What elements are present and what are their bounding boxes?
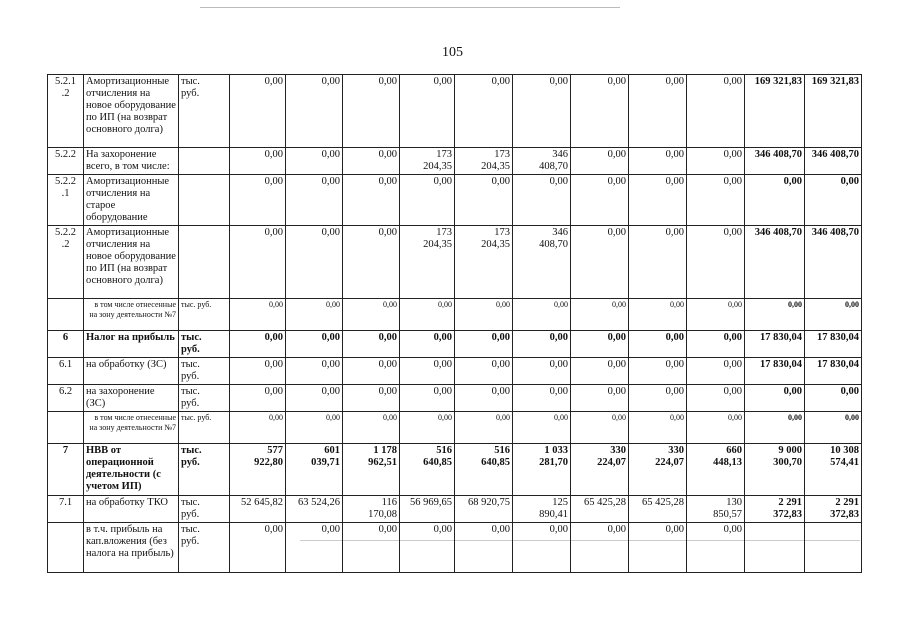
value-cell: 0,00 (286, 148, 343, 175)
table-row (48, 523, 862, 573)
scan-artifact-top (200, 7, 620, 8)
value-cell: 330 224,07 (571, 444, 629, 496)
row-name-cell: НВВ от операционной деятельности (с учетом ИП) (84, 444, 179, 496)
row-name-cell: Амортизационные отчисления на новое оборудование по ИП (на возврат основного долга) (84, 75, 179, 148)
value-cell: 0,00 (455, 175, 513, 226)
value-cell: 0,00 (571, 226, 629, 299)
value-cell: 0,00 (629, 75, 687, 148)
value-cell: 0,00 (571, 331, 629, 358)
value-cell: 169 321,83 (745, 75, 805, 148)
value-cell: 0,00 (455, 523, 513, 573)
value-cell: 0,00 (687, 358, 745, 385)
value-cell: 0,00 (400, 385, 455, 412)
value-cell: 1 033 281,70 (513, 444, 571, 496)
value-cell: 0,00 (513, 523, 571, 573)
value-cell: 0,00 (230, 226, 286, 299)
row-code-cell: 7.1 (48, 496, 84, 523)
value-cell: 0,00 (230, 175, 286, 226)
value-cell: 173 204,35 (400, 148, 455, 175)
value-cell: 0,00 (629, 175, 687, 226)
value-cell: 0,00 (745, 299, 805, 331)
row-name-cell: на обработку (ЗС) (84, 358, 179, 385)
row-code-cell (48, 299, 84, 331)
table-row (48, 299, 862, 331)
value-cell: 0,00 (745, 175, 805, 226)
table-row (48, 496, 862, 523)
row-name-cell: в т.ч. прибыль на кап.вложения (без налога на прибыль) (84, 523, 179, 573)
value-cell: 0,00 (629, 358, 687, 385)
budget-table (47, 74, 862, 573)
value-cell: 0,00 (286, 75, 343, 148)
value-cell: 0,00 (286, 331, 343, 358)
page-number: 105 (442, 45, 463, 60)
value-cell: 173 204,35 (455, 148, 513, 175)
value-cell: 52 645,82 (230, 496, 286, 523)
value-cell: 330 224,07 (629, 444, 687, 496)
table-row (48, 75, 862, 148)
value-cell: 0,00 (687, 175, 745, 226)
row-name-cell: на захоронение (ЗС) (84, 385, 179, 412)
value-cell: 346 408,70 (745, 148, 805, 175)
value-cell: 0,00 (230, 412, 286, 444)
value-cell: 0,00 (687, 412, 745, 444)
value-cell: 173 204,35 (455, 226, 513, 299)
value-cell: 0,00 (343, 299, 400, 331)
value-cell: 346 408,70 (805, 226, 862, 299)
value-cell: 125 890,41 (513, 496, 571, 523)
row-unit-cell (179, 226, 230, 299)
value-cell: 516 640,85 (455, 444, 513, 496)
table-row (48, 358, 862, 385)
table-row (48, 444, 862, 496)
value-cell: 346 408,70 (513, 226, 571, 299)
row-unit-cell: тыс. руб. (179, 385, 230, 412)
value-cell: 0,00 (286, 175, 343, 226)
value-cell: 346 408,70 (513, 148, 571, 175)
row-unit-cell: тыс. руб. (179, 299, 230, 331)
value-cell: 0,00 (571, 299, 629, 331)
value-cell: 0,00 (343, 148, 400, 175)
row-name-cell: в том числе отнесенные на зону деятельности №7 (84, 299, 179, 331)
value-cell: 0,00 (343, 385, 400, 412)
value-cell: 9 000 300,70 (745, 444, 805, 496)
value-cell: 116 170,08 (343, 496, 400, 523)
value-cell: 0,00 (286, 523, 343, 573)
value-cell: 0,00 (455, 358, 513, 385)
value-cell: 0,00 (745, 412, 805, 444)
row-code-cell: 5.2.2 .2 (48, 226, 84, 299)
value-cell: 0,00 (230, 148, 286, 175)
value-cell: 0,00 (629, 385, 687, 412)
row-unit-cell: тыс. руб. (179, 331, 230, 358)
value-cell: 0,00 (230, 75, 286, 148)
value-cell: 0,00 (343, 75, 400, 148)
value-cell: 56 969,65 (400, 496, 455, 523)
value-cell: 1 178 962,51 (343, 444, 400, 496)
row-code-cell: 5.2.1 .2 (48, 75, 84, 148)
row-unit-cell: тыс. руб. (179, 412, 230, 444)
value-cell: 0,00 (629, 523, 687, 573)
value-cell: 0,00 (687, 148, 745, 175)
value-cell: 0,00 (513, 175, 571, 226)
row-code-cell: 5.2.2 .1 (48, 175, 84, 226)
value-cell: 63 524,26 (286, 496, 343, 523)
value-cell: 0,00 (400, 523, 455, 573)
value-cell: 577 922,80 (230, 444, 286, 496)
value-cell: 0,00 (687, 299, 745, 331)
value-cell: 68 920,75 (455, 496, 513, 523)
value-cell: 2 291 372,83 (805, 496, 862, 523)
table-row (48, 412, 862, 444)
table-row (48, 226, 862, 299)
value-cell: 0,00 (513, 412, 571, 444)
value-cell: 0,00 (400, 175, 455, 226)
value-cell: 17 830,04 (805, 358, 862, 385)
row-unit-cell (179, 148, 230, 175)
value-cell: 0,00 (343, 523, 400, 573)
value-cell: 346 408,70 (745, 226, 805, 299)
value-cell: 0,00 (629, 412, 687, 444)
value-cell: 0,00 (513, 331, 571, 358)
value-cell: 0,00 (455, 331, 513, 358)
value-cell: 0,00 (286, 299, 343, 331)
value-cell: 65 425,28 (571, 496, 629, 523)
value-cell: 169 321,83 (805, 75, 862, 148)
row-name-cell: Амортизационные отчисления на старое оборудование (84, 175, 179, 226)
row-code-cell: 6.2 (48, 385, 84, 412)
row-code-cell: 7 (48, 444, 84, 496)
value-cell: 17 830,04 (745, 358, 805, 385)
value-cell: 0,00 (629, 148, 687, 175)
value-cell: 0,00 (455, 299, 513, 331)
value-cell: 0,00 (513, 299, 571, 331)
value-cell: 0,00 (230, 358, 286, 385)
value-cell: 0,00 (805, 175, 862, 226)
table-row (48, 331, 862, 358)
value-cell: 516 640,85 (400, 444, 455, 496)
value-cell: 0,00 (687, 523, 745, 573)
row-unit-cell: тыс. руб. (179, 358, 230, 385)
value-cell: 0,00 (400, 358, 455, 385)
value-cell: 0,00 (687, 331, 745, 358)
value-cell: 0,00 (629, 226, 687, 299)
value-cell: 0,00 (230, 299, 286, 331)
row-name-cell: на обработку ТКО (84, 496, 179, 523)
value-cell: 0,00 (230, 385, 286, 412)
value-cell: 601 039,71 (286, 444, 343, 496)
value-cell: 0,00 (230, 523, 286, 573)
value-cell: 0,00 (805, 299, 862, 331)
row-name-cell: На захоронение всего, в том числе: (84, 148, 179, 175)
row-name-cell: в том числе отнесенные на зону деятельности №7 (84, 412, 179, 444)
value-cell: 0,00 (343, 175, 400, 226)
value-cell: 0,00 (400, 75, 455, 148)
value-cell: 0,00 (687, 226, 745, 299)
value-cell: 0,00 (805, 385, 862, 412)
value-cell: 130 850,57 (687, 496, 745, 523)
value-cell: 0,00 (513, 385, 571, 412)
value-cell: 346 408,70 (805, 148, 862, 175)
row-unit-cell: тыс. руб. (179, 75, 230, 148)
value-cell: 0,00 (400, 412, 455, 444)
value-cell: 0,00 (286, 358, 343, 385)
value-cell: 0,00 (571, 358, 629, 385)
value-cell: 0,00 (513, 358, 571, 385)
value-cell: 17 830,04 (745, 331, 805, 358)
value-cell: 0,00 (400, 331, 455, 358)
value-cell: 0,00 (455, 75, 513, 148)
value-cell: 0,00 (629, 299, 687, 331)
value-cell: 0,00 (571, 385, 629, 412)
row-unit-cell: тыс. руб. (179, 496, 230, 523)
row-unit-cell (179, 175, 230, 226)
value-cell: 0,00 (571, 175, 629, 226)
value-cell (745, 523, 805, 573)
row-code-cell (48, 412, 84, 444)
table-row (48, 385, 862, 412)
value-cell: 0,00 (230, 331, 286, 358)
value-cell: 0,00 (687, 75, 745, 148)
value-cell: 0,00 (571, 523, 629, 573)
value-cell: 65 425,28 (629, 496, 687, 523)
value-cell: 0,00 (805, 412, 862, 444)
value-cell: 0,00 (286, 385, 343, 412)
value-cell: 0,00 (286, 226, 343, 299)
row-code-cell (48, 523, 84, 573)
row-unit-cell: тыс. руб. (179, 523, 230, 573)
value-cell: 0,00 (745, 385, 805, 412)
row-name-cell: Налог на прибыль (84, 331, 179, 358)
value-cell: 0,00 (455, 385, 513, 412)
value-cell: 173 204,35 (400, 226, 455, 299)
value-cell: 660 448,13 (687, 444, 745, 496)
value-cell: 2 291 372,83 (745, 496, 805, 523)
row-code-cell: 6 (48, 331, 84, 358)
value-cell (805, 523, 862, 573)
table-row (48, 148, 862, 175)
table-row (48, 175, 862, 226)
row-code-cell: 5.2.2 (48, 148, 84, 175)
row-name-cell: Амортизационные отчисления на новое оборудование по ИП (на возврат основного долга) (84, 226, 179, 299)
value-cell: 0,00 (343, 331, 400, 358)
row-unit-cell: тыс. руб. (179, 444, 230, 496)
row-code-cell: 6.1 (48, 358, 84, 385)
value-cell: 0,00 (286, 412, 343, 444)
value-cell: 0,00 (343, 226, 400, 299)
value-cell: 0,00 (571, 75, 629, 148)
value-cell: 17 830,04 (805, 331, 862, 358)
value-cell: 10 308 574,41 (805, 444, 862, 496)
value-cell: 0,00 (571, 412, 629, 444)
value-cell: 0,00 (629, 331, 687, 358)
value-cell: 0,00 (571, 148, 629, 175)
value-cell: 0,00 (513, 75, 571, 148)
value-cell: 0,00 (400, 299, 455, 331)
value-cell: 0,00 (343, 412, 400, 444)
table-body (48, 75, 862, 573)
value-cell: 0,00 (687, 385, 745, 412)
value-cell: 0,00 (455, 412, 513, 444)
value-cell: 0,00 (343, 358, 400, 385)
